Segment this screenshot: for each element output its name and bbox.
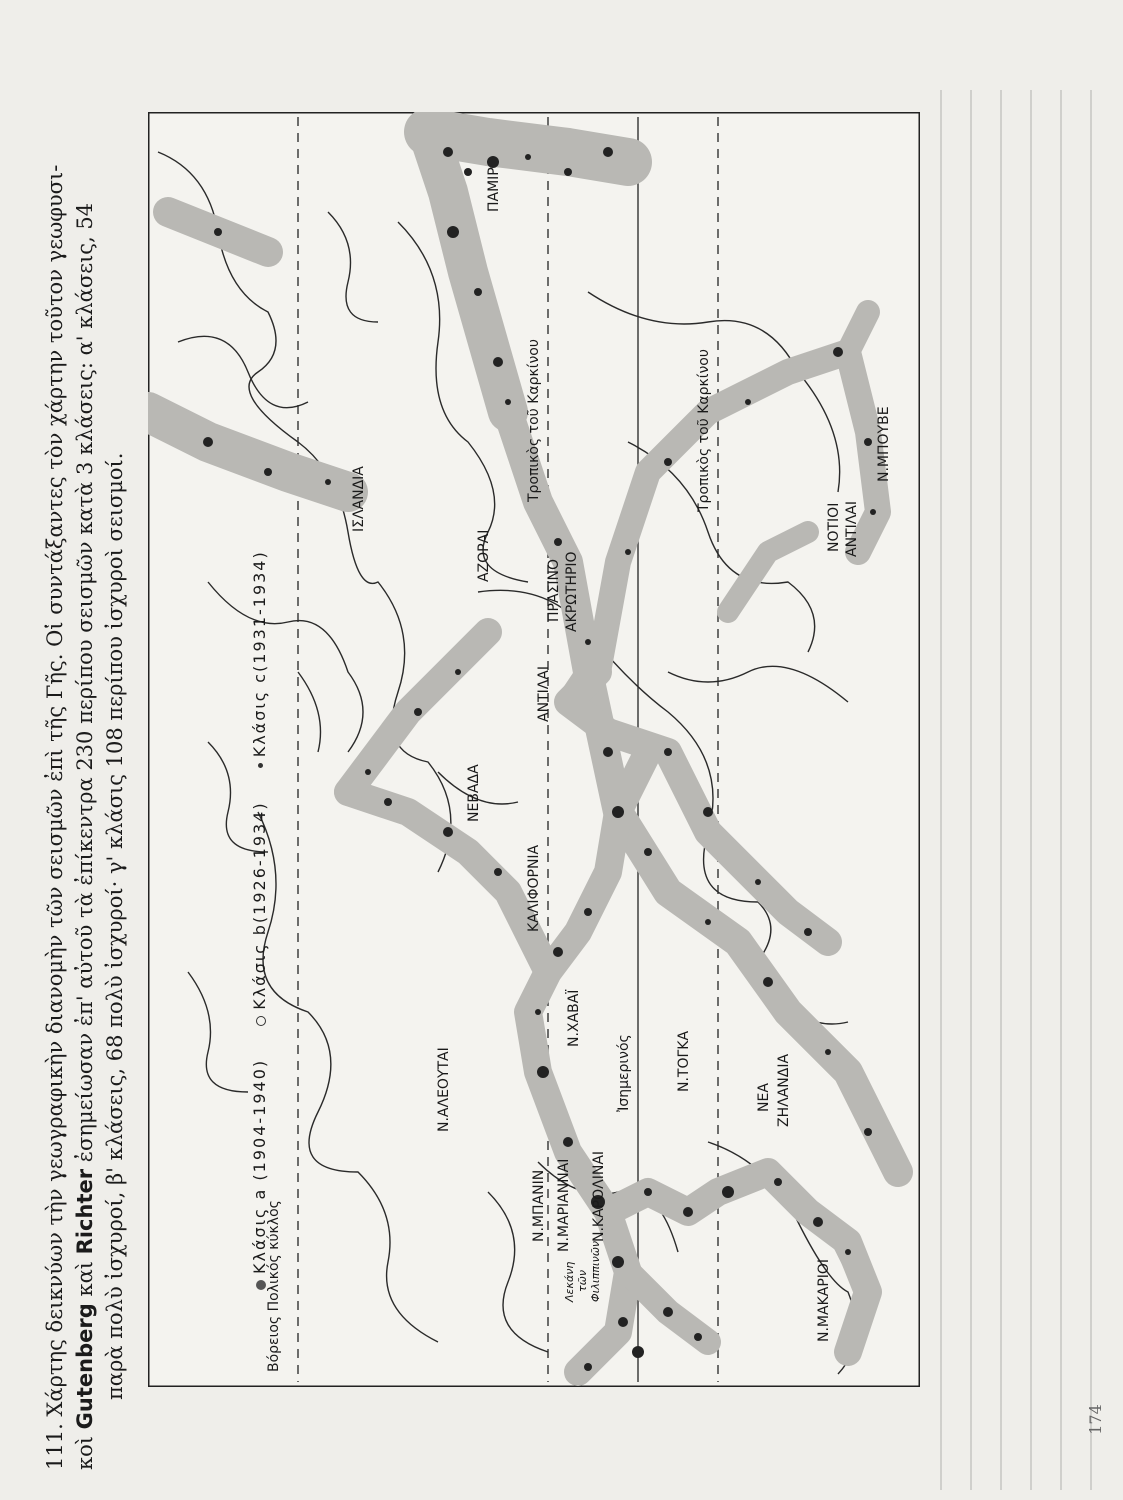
philippines-label-2: τῶν — [576, 1270, 589, 1292]
caption-text: ἐσημείωσαν ἐπ' αὐτοῦ τὰ ἐπίκεντρα 230 περίπου σεισμῶν κατὰ 3 κλάσεις: α' κλάσεις, 54 — [73, 202, 97, 1169]
legend-class-b-label: Κλάσις b(1926-1934) — [250, 801, 269, 1010]
large-dot-icon — [256, 1280, 266, 1290]
hawaii-label: Ν.ΧΑΒΑΪ — [566, 989, 582, 1047]
map-legend — [250, 290, 290, 1290]
caption-author-1: Gutenberg — [73, 1303, 97, 1430]
arctic-circle-label: Βόρειος Πολικός κύκλος — [266, 1200, 282, 1372]
bouvet-label: Ν.ΜΠΟΥΒΕ — [876, 406, 892, 482]
marianas-label: Ν.ΜΑΡΙΑΝΝΑΙ — [556, 1158, 572, 1252]
legend-class-c — [250, 550, 269, 768]
caption-line-1: 111. Χάρτης δεικνύων τὴν γεωγραφικὴν διανομὴν τῶν σεισμῶν ἐπὶ τῆς Γῆς. Οἱ συντάξαντες τὸν χάρτην τοῦτον γεωφυσι- — [43, 164, 67, 1470]
antilles-label: ΑΝΤΙΛΑΙ — [536, 665, 552, 722]
legend-class-c-label: Κλάσις c(1931-1934) — [250, 550, 269, 758]
new-zealand-label-2: ΖΗΛΑΝΔΙΑ — [776, 1053, 792, 1127]
south-antilles-label-2: ΑΝΤΙΛΑΙ — [844, 500, 860, 557]
legend-class-b — [250, 801, 269, 1025]
caption-text: καὶ — [73, 1254, 97, 1304]
tonga-label: Ν.ΤΟΓΚΑ — [676, 1030, 692, 1092]
iceland-label: ΙΣΛΑΝΔΙΑ — [351, 466, 367, 532]
ring-icon — [256, 1016, 266, 1026]
azores-label: ΑΖΟΡΑΙ — [476, 529, 492, 582]
caption-line-2 — [70, 20, 100, 1470]
caption-line-3: παρὰ πολὺ ἰσχυροί, β' κλάσεις, 68 πολὺ ἰσχυροί· γ' κλάσις 108 περίπου ἰσχυροὶ σεισμοί. — [103, 452, 127, 1400]
figure-caption — [40, 20, 150, 1470]
legend-class-a — [250, 1059, 269, 1290]
tropic-cancer-label: Τροπικὸς τοῦ Καρκίνου — [526, 339, 542, 502]
tropic-cancer-label-2: Τροπικὸς τοῦ Καρκίνου — [696, 349, 712, 512]
facing-page-text-bleed — [920, 90, 1110, 1490]
small-dot-icon — [258, 763, 263, 768]
pamir-label: ΠΑΜΙΡ — [486, 167, 502, 212]
page-number: 174 — [1085, 1404, 1105, 1435]
philippines-label-1: Λεκάνη — [563, 1261, 576, 1302]
caption-text: κοὶ — [73, 1429, 97, 1470]
bonin-label: Ν.ΜΠΑΝΙΝ — [531, 1169, 547, 1242]
legend-class-a-label: Κλάσις a (1904-1940) — [250, 1058, 269, 1274]
equator-label: Ἰσημερινός — [616, 1034, 632, 1112]
green-cape-label-2: ΑΚΡΩΤΗΡΙΟ — [564, 551, 580, 632]
aleutians-label: Ν.ΑΛΕΟΥΤΑΙ — [436, 1047, 452, 1132]
nevada-label: ΝΕΒΑΔΑ — [466, 764, 482, 822]
green-cape-label-1: ΠΡΑΣΙΝΟ — [546, 558, 562, 622]
new-zealand-label-1: ΝΕΑ — [756, 1083, 772, 1112]
macquarie-label: Ν.ΜΑΚΑΡΙΟΙ — [816, 1258, 832, 1342]
philippines-label-3: Φιλιππινῶν — [589, 1240, 602, 1302]
california-label: ΚΑΛΙΦΟΡΝΙΑ — [526, 844, 542, 932]
caption-author-2: Richter — [73, 1168, 97, 1255]
carolines-label: Ν.ΚΑΡΟΛΙΝΑΙ — [591, 1150, 607, 1242]
south-antilles-label-1: ΝΟΤΙΟΙ — [826, 502, 842, 552]
